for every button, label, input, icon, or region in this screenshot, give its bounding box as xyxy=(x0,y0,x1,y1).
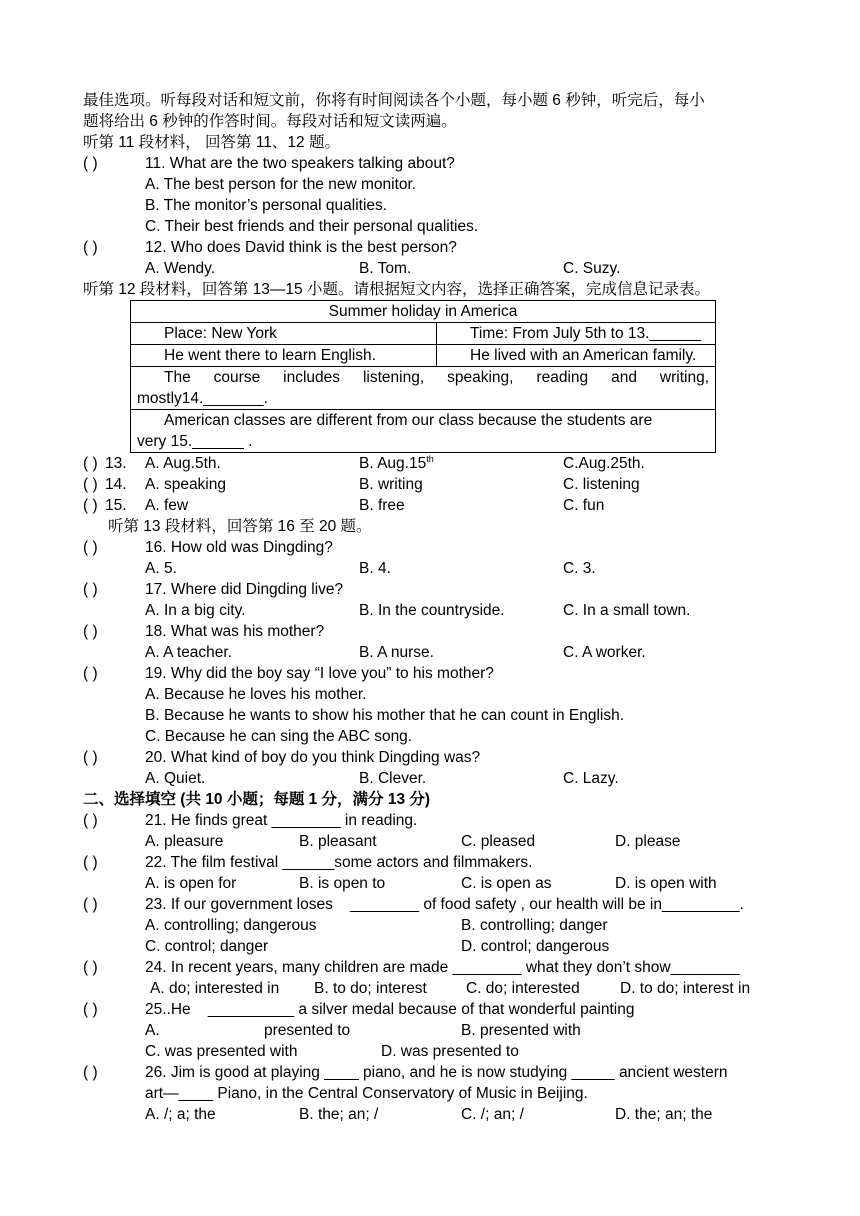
option-b: B. A nurse. xyxy=(359,644,434,661)
question-stem: 23. If our government loses ________ of food safety , our health will be in_________. xyxy=(145,896,744,913)
option-c: C. listening xyxy=(563,476,640,493)
option-c: C. A worker. xyxy=(563,644,646,661)
option-b: B. writing xyxy=(359,476,423,493)
question-20 xyxy=(83,747,783,768)
option-d: D. the; an; the xyxy=(615,1106,713,1123)
option-a: A. 5. xyxy=(145,560,177,577)
answer-paren[interactable]: ( ) xyxy=(83,896,98,913)
question-number: 13. xyxy=(105,455,127,472)
option-a: A. Quiet. xyxy=(145,770,206,787)
option-c: C. control; danger xyxy=(145,938,269,955)
options-row xyxy=(83,936,783,957)
option-c: C. pleased xyxy=(461,833,536,850)
answer-paren[interactable]: ( ) xyxy=(83,539,98,556)
question-stem-continued: art—____ Piano, in the Central Conservatory of Music in Beijing. xyxy=(145,1085,588,1102)
section-11-heading: 听第 11 段材料， 回答第 11、12 题。 xyxy=(83,134,340,151)
option-b: B. is open to xyxy=(299,875,386,892)
option-c: C. is open as xyxy=(461,875,552,892)
question-21 xyxy=(83,810,783,831)
options-row xyxy=(83,915,783,936)
question-14 xyxy=(83,474,783,495)
question-26 xyxy=(83,1062,783,1083)
question-stem: 18. What was his mother? xyxy=(145,623,325,640)
course-line-2: mostly14._______. xyxy=(137,390,268,407)
question-13 xyxy=(83,453,783,474)
option-c: C. In a small town. xyxy=(563,602,691,619)
question-stem: 25..He __________ a silver medal because of that wonderful painting xyxy=(145,1001,635,1018)
option-a: A. Aug.5th. xyxy=(145,455,221,472)
table-cell-place: Place: New York xyxy=(131,323,437,345)
option-b: B. controlling; danger xyxy=(461,917,608,934)
options-row xyxy=(83,831,783,852)
options-row xyxy=(83,600,783,621)
table-cell-course xyxy=(131,367,716,410)
option-a: A. /; a; the xyxy=(145,1106,216,1123)
options-row xyxy=(83,768,783,789)
section-13-heading: 听第 13 段材料，回答第 16 至 20 题。 xyxy=(108,518,372,535)
answer-paren[interactable]: ( ) xyxy=(83,854,98,871)
option-d: D. was presented to xyxy=(381,1043,519,1060)
table-cell-classes xyxy=(131,410,716,453)
option-a: A. A teacher. xyxy=(145,644,233,661)
classes-line-2: very 15.______ . xyxy=(137,433,253,450)
option-b: B. Because he wants to show his mother that he can count in English. xyxy=(145,707,625,724)
answer-paren[interactable]: ( ) xyxy=(83,623,98,640)
option-b: B. Aug.15th xyxy=(359,453,434,472)
option-a: A. The best person for the new monitor. xyxy=(145,176,417,193)
question-stem: 26. Jim is good at playing ____ piano, and he is now studying _____ ancient western xyxy=(145,1064,728,1081)
option-a: presented to xyxy=(264,1022,351,1039)
question-16 xyxy=(83,537,783,558)
table-title: Summer holiday in America xyxy=(131,301,716,323)
question-25 xyxy=(83,999,783,1020)
classes-line-1: American classes are different from our class because the students are xyxy=(164,412,653,429)
answer-paren[interactable]: ( ) xyxy=(83,581,98,598)
question-number: 14. xyxy=(105,476,127,493)
question-24 xyxy=(83,957,783,978)
option-d: D. is open with xyxy=(615,875,717,892)
option-b: B. The monitor’s personal qualities. xyxy=(145,197,388,214)
answer-paren[interactable]: ( ) xyxy=(83,155,98,172)
options-row xyxy=(83,642,783,663)
options-row xyxy=(83,258,783,279)
option-d: D. to do; interest in xyxy=(620,980,751,997)
options-row xyxy=(83,1020,783,1041)
option-c: C. Suzy. xyxy=(563,260,621,277)
option-b: B. pleasant xyxy=(299,833,377,850)
answer-paren[interactable]: ( ) xyxy=(83,239,98,256)
option-c: C. do; interested xyxy=(466,980,580,997)
option-b: B. the; an; / xyxy=(299,1106,379,1123)
question-stem: 19. Why did the boy say “I love you” to his mother? xyxy=(145,665,494,682)
table-cell-purpose: He went there to learn English. xyxy=(131,345,437,367)
intro-line-1: 最佳选项。听每段对话和短文前，你将有时间阅读各个小题，每小题 6 秒钟，听完后，每小 xyxy=(83,92,705,109)
option-b: B. Clever. xyxy=(359,770,427,787)
option-a: A. In a big city. xyxy=(145,602,246,619)
option-c: C. Because he can sing the ABC song. xyxy=(145,728,413,745)
option-b: B. presented with xyxy=(461,1022,581,1039)
question-19 xyxy=(83,663,783,684)
section-12-heading: 听第 12 段材料，回答第 13—15 小题。请根据短文内容，选择正确答案，完成信息记录表。 xyxy=(83,281,710,298)
option-d: D. control; dangerous xyxy=(461,938,610,955)
info-record-table xyxy=(130,300,716,453)
option-b: B. free xyxy=(359,497,405,514)
option-a-letter: A. xyxy=(145,1022,160,1039)
question-17 xyxy=(83,579,783,600)
options-row xyxy=(83,1104,783,1125)
answer-paren[interactable]: ( ) xyxy=(83,959,98,976)
answer-paren[interactable]: ( ) xyxy=(83,665,98,682)
options-row xyxy=(83,978,783,999)
question-stem: 17. Where did Dingding live? xyxy=(145,581,344,598)
question-11 xyxy=(83,153,783,174)
options-row xyxy=(83,1041,783,1062)
table-cell-time: Time: From July 5th to 13.______ xyxy=(437,323,716,345)
option-c: C. /; an; / xyxy=(461,1106,524,1123)
option-d: D. please xyxy=(615,833,681,850)
question-23 xyxy=(83,894,783,915)
option-a: A. speaking xyxy=(145,476,226,493)
question-stem: 12. Who does David think is the best person? xyxy=(145,239,457,256)
question-12 xyxy=(83,237,783,258)
exam-page xyxy=(83,90,783,1125)
question-stem: 11. What are the two speakers talking about? xyxy=(145,155,455,172)
question-stem: 24. In recent years, many children are made ________ what they don’t show________ xyxy=(145,959,740,976)
option-c: C. Their best friends and their personal qualities. xyxy=(145,218,479,235)
answer-paren[interactable]: ( ) xyxy=(83,812,98,829)
question-22 xyxy=(83,852,783,873)
question-number: 15. xyxy=(105,497,127,514)
option-b: B. In the countryside. xyxy=(359,602,505,619)
question-18 xyxy=(83,621,783,642)
option-a: A. controlling; dangerous xyxy=(145,917,317,934)
part-2-heading: 二、选择填空 (共 10 小题；每题 1 分，满分 13 分) xyxy=(83,791,431,808)
question-stem: 20. What kind of boy do you think Dingding was? xyxy=(145,749,481,766)
option-b: B. to do; interest xyxy=(314,980,427,997)
option-a: A. Because he loves his mother. xyxy=(145,686,367,703)
option-a: A. pleasure xyxy=(145,833,224,850)
intro-line-2: 题将给出 6 秒钟的作答时间。每段对话和短文读两遍。 xyxy=(83,113,457,130)
option-c: C. fun xyxy=(563,497,605,514)
answer-paren[interactable]: ( ) xyxy=(83,749,98,766)
option-a: A. Wendy. xyxy=(145,260,216,277)
answer-paren[interactable]: ( ) xyxy=(83,476,98,493)
course-line-1: The course includes listening, speaking, reading and writing, xyxy=(164,369,709,386)
question-stem: 16. How old was Dingding? xyxy=(145,539,333,556)
answer-paren[interactable]: ( ) xyxy=(83,497,98,514)
options-row xyxy=(83,873,783,894)
option-c: C. Lazy. xyxy=(563,770,619,787)
option-a: A. is open for xyxy=(145,875,237,892)
question-stem: 21. He finds great ________ in reading. xyxy=(145,812,418,829)
answer-paren[interactable]: ( ) xyxy=(83,1064,98,1081)
answer-paren[interactable]: ( ) xyxy=(83,1001,98,1018)
options-row xyxy=(83,558,783,579)
table-cell-stay: He lived with an American family. xyxy=(437,345,716,367)
option-c: C.Aug.25th. xyxy=(563,455,645,472)
question-15 xyxy=(83,495,783,516)
option-b: B. Tom. xyxy=(359,260,412,277)
option-a: A. few xyxy=(145,497,189,514)
option-c: C. 3. xyxy=(563,560,596,577)
option-c: C. was presented with xyxy=(145,1043,298,1060)
option-b: B. 4. xyxy=(359,560,391,577)
answer-paren[interactable]: ( ) xyxy=(83,455,98,472)
option-a: A. do; interested in xyxy=(150,980,280,997)
question-stem: 22. The film festival ______some actors and filmmakers. xyxy=(145,854,533,871)
